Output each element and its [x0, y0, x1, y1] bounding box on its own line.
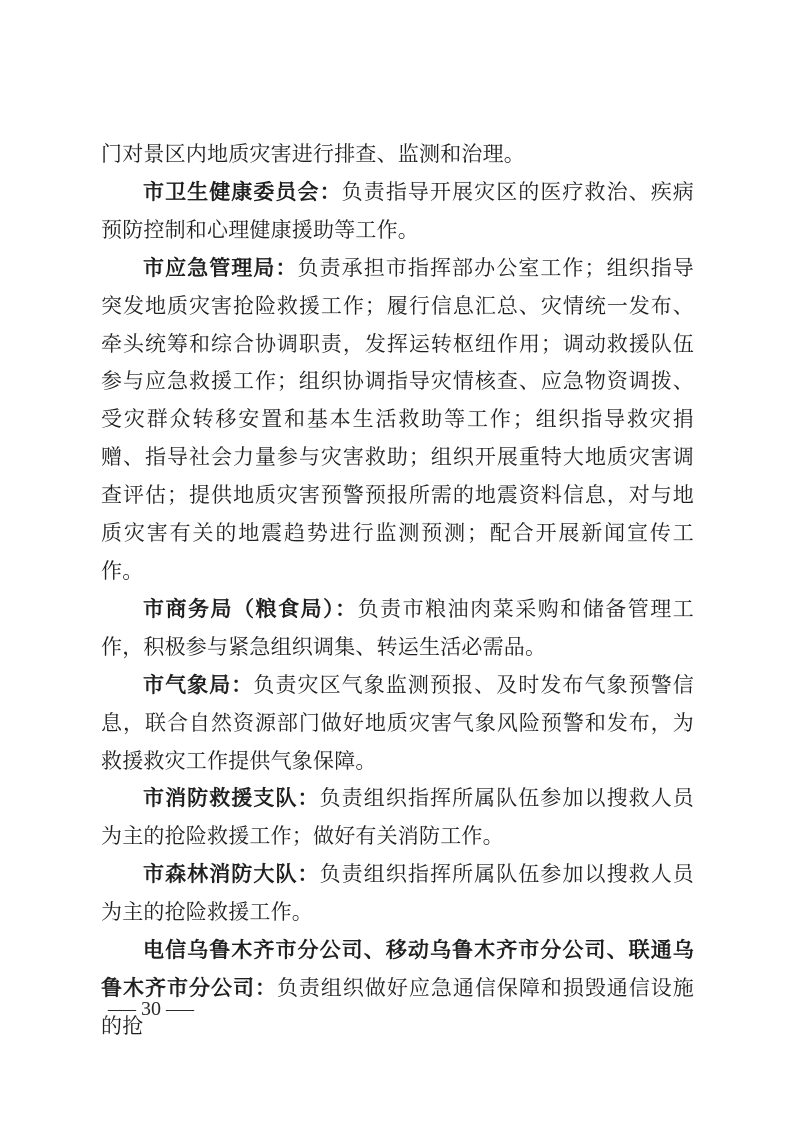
paragraph-text: 负责市粮油肉菜采购和储备管理工作，积极参与紧急组织调集、转运生活必需品。 — [101, 596, 694, 659]
department-name-bold: 市商务局（粮食局）： — [143, 596, 358, 621]
document-body — [101, 136, 694, 1046]
page-footer — [103, 996, 199, 1022]
page-number: 30 — [141, 998, 161, 1020]
page-number-dash-right: — — [166, 998, 194, 1020]
paragraph-text: 负责组织指挥所属队伍参加以搜救人员为主的抢险救援工作；做好有关消防工作。 — [101, 786, 694, 849]
paragraph — [101, 780, 694, 856]
paragraph — [101, 856, 694, 932]
paragraph — [101, 591, 694, 667]
department-name-bold: 市卫生健康委员会： — [143, 179, 342, 204]
paragraph — [101, 250, 694, 591]
paragraph-text: 门对景区内地质灾害进行排查、监测和治理。 — [101, 142, 525, 166]
page-number-dash-left: — — [108, 998, 136, 1020]
paragraph — [101, 174, 694, 250]
department-name-bold: 市消防救援支队： — [143, 786, 320, 811]
department-name-bold: 电信乌鲁木齐市分公司、移动乌鲁木齐市分公司、联通乌鲁木齐市分公司： — [101, 938, 694, 1000]
department-name-bold: 市应急管理局： — [143, 255, 298, 280]
paragraph-text: 负责灾区气象监测预报、及时发布气象预警信息，联合自然资源部门做好地质灾害气象风险预警和发布，为救援救灾工作提供气象保障。 — [101, 672, 694, 773]
paragraph-text: 负责承担市指挥部办公室工作；组织指导突发地质灾害抢险救援工作；履行信息汇总、灾情统一发布、牵头统筹和综合协调职责，发挥运转枢纽作用；调动救援队伍参与应急救援工作；组织协调指导灾情核查、应急物资调拨、受灾群众转移安置和基本生活救助等工作；组织指导救灾捐赠、指导社会力量参与灾害救助；组织开展重特大地质灾害调查评估；提供地质灾害预警预报所需的地震资料信息，对与地质灾害有关的地震趋势进行监测预测；配合开展新闻宣传工作。 — [101, 255, 694, 583]
paragraph-text: 负责组织做好应急通信保障和损毁通信设施的抢 — [101, 975, 694, 1038]
paragraph — [101, 667, 694, 781]
paragraph — [101, 136, 694, 174]
paragraph-text: 负责指导开展灾区的医疗救治、疾病预防控制和心理健康援助等工作。 — [101, 179, 694, 242]
department-name-bold: 市气象局： — [143, 672, 254, 697]
department-name-bold: 市森林消防大队： — [143, 862, 320, 887]
paragraph-text: 负责组织指挥所属队伍参加以搜救人员为主的抢险救援工作。 — [101, 862, 694, 925]
paragraph — [101, 932, 694, 1046]
